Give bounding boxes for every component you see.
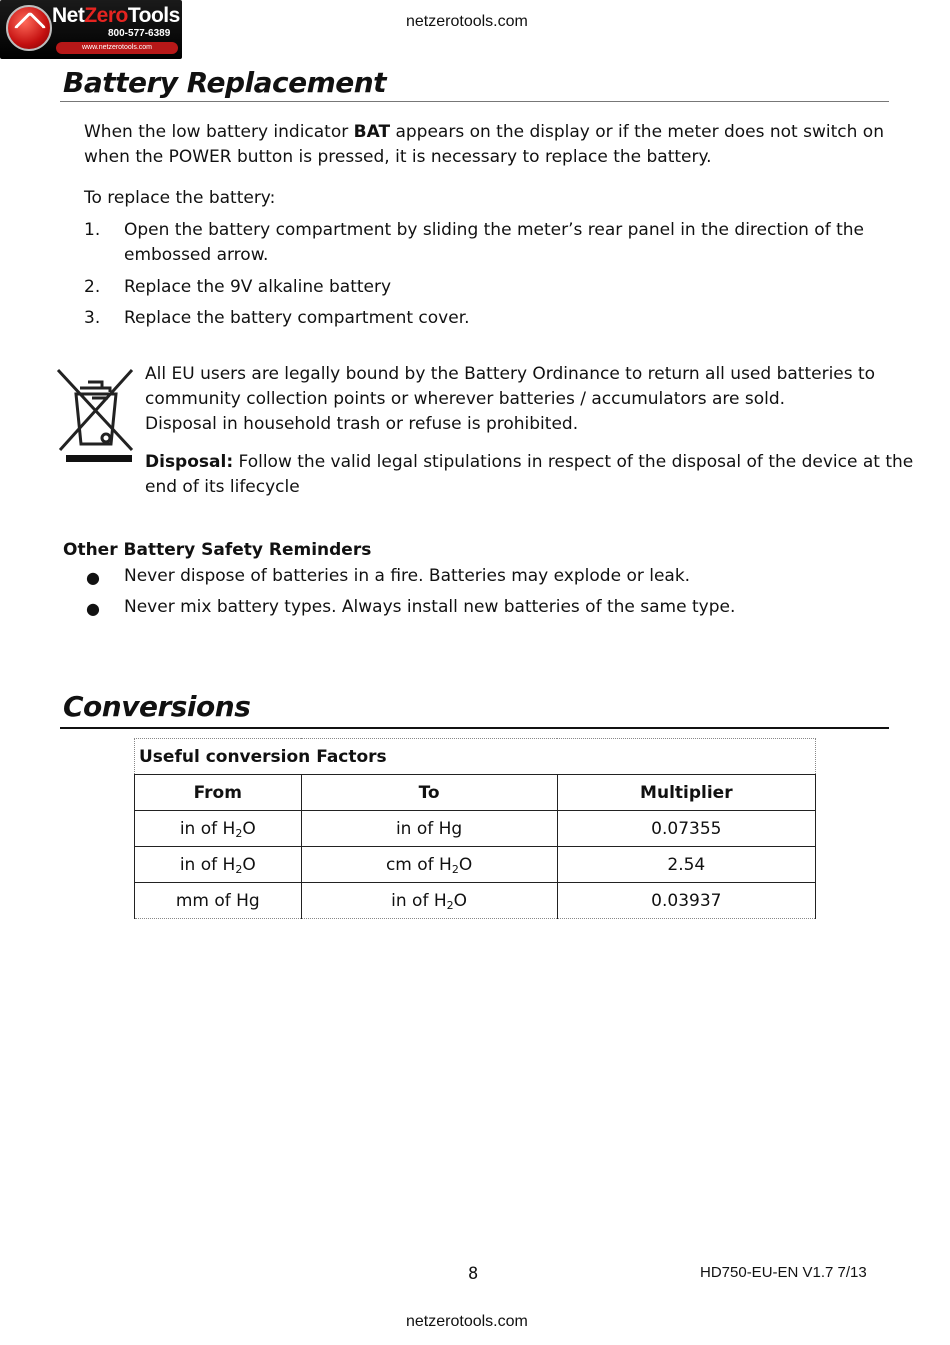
- column-header-multiplier: Multiplier: [557, 775, 815, 811]
- cell-from: in of $H_2O$: [135, 811, 302, 847]
- step-text: Replace the battery compartment cover.: [124, 308, 470, 328]
- table-caption-row: [135, 739, 816, 775]
- disposal-text: Disposal: Follow the valid legal stipulations in respect of the disposal of the device at the end of its lifecycle: [145, 452, 914, 497]
- table-row: [135, 883, 816, 919]
- cell-multiplier: 0.03937: [557, 883, 815, 919]
- footer-site: netzerotools.com: [406, 1313, 528, 1330]
- bullet-icon: ●: [86, 568, 100, 587]
- column-header-to: To: [301, 775, 557, 811]
- logo-url: www.netzerotools.com: [56, 42, 178, 54]
- logo-house-icon: [6, 5, 52, 51]
- step-text: Open the battery compartment by sliding the meter’s rear panel in the direction of the embossed arrow.: [124, 220, 864, 265]
- safety-heading: Other Battery Safety Reminders: [63, 540, 372, 560]
- conversion-table: [134, 738, 816, 919]
- step-text: Replace the 9V alkaline battery: [124, 277, 392, 297]
- eu-ordinance-text: All EU users are legally bound by the Battery Ordinance to return all used batteries to community collection points or wherever batteries / accumulators are sold. Disposal in household trash or refuse is prohibited.: [145, 364, 876, 434]
- disposal-label: Disposal:: [145, 452, 234, 472]
- header-site: netzerotools.com: [406, 13, 528, 30]
- bat-indicator-label: BAT: [353, 122, 391, 142]
- cell-multiplier: 2.54: [557, 847, 815, 883]
- table-header-row: [135, 775, 816, 811]
- logo-phone: 800-577-6389: [108, 28, 171, 39]
- cell-to: in of $H_2O$: [301, 883, 557, 919]
- battery-intro: When the low battery indicator BAT appears on the display or if the meter does not switch on when the POWER button is pressed, it is necessary to replace the battery.: [84, 122, 884, 167]
- cell-to: in of Hg: [301, 811, 557, 847]
- steps-intro: To replace the battery:: [84, 188, 276, 208]
- battery-title-rule: [60, 101, 889, 102]
- step-number: 3.: [84, 308, 101, 328]
- cell-from: in of $H_2O$: [135, 847, 302, 883]
- cell-multiplier: 0.07355: [557, 811, 815, 847]
- step-number: 1.: [84, 220, 101, 240]
- step-number: 2.: [84, 277, 101, 297]
- safety-bullet-text: Never mix battery types. Always install new batteries of the same type.: [124, 597, 736, 617]
- conversions-title-rule: [60, 727, 889, 729]
- battery-section-title: Battery Replacement: [63, 66, 387, 99]
- cell-to: cm of $H_2O$: [301, 847, 557, 883]
- bullet-icon: ●: [86, 599, 100, 618]
- crossed-out-wheelie-bin-icon: [56, 366, 136, 466]
- cell-from: mm of Hg: [135, 883, 302, 919]
- column-header-from: From: [135, 775, 302, 811]
- netzerotools-logo: [0, 0, 182, 59]
- logo-brand: NetZeroTools: [52, 4, 180, 27]
- page-number: 8: [468, 1264, 479, 1284]
- conversions-section-title: Conversions: [63, 690, 251, 723]
- safety-bullet-text: Never dispose of batteries in a fire. Batteries may explode or leak.: [124, 566, 691, 586]
- document-id: HD750-EU-EN V1.7 7/13: [700, 1264, 867, 1281]
- table-row: [135, 847, 816, 883]
- table-caption: Useful conversion Factors: [135, 739, 816, 775]
- table-row: [135, 811, 816, 847]
